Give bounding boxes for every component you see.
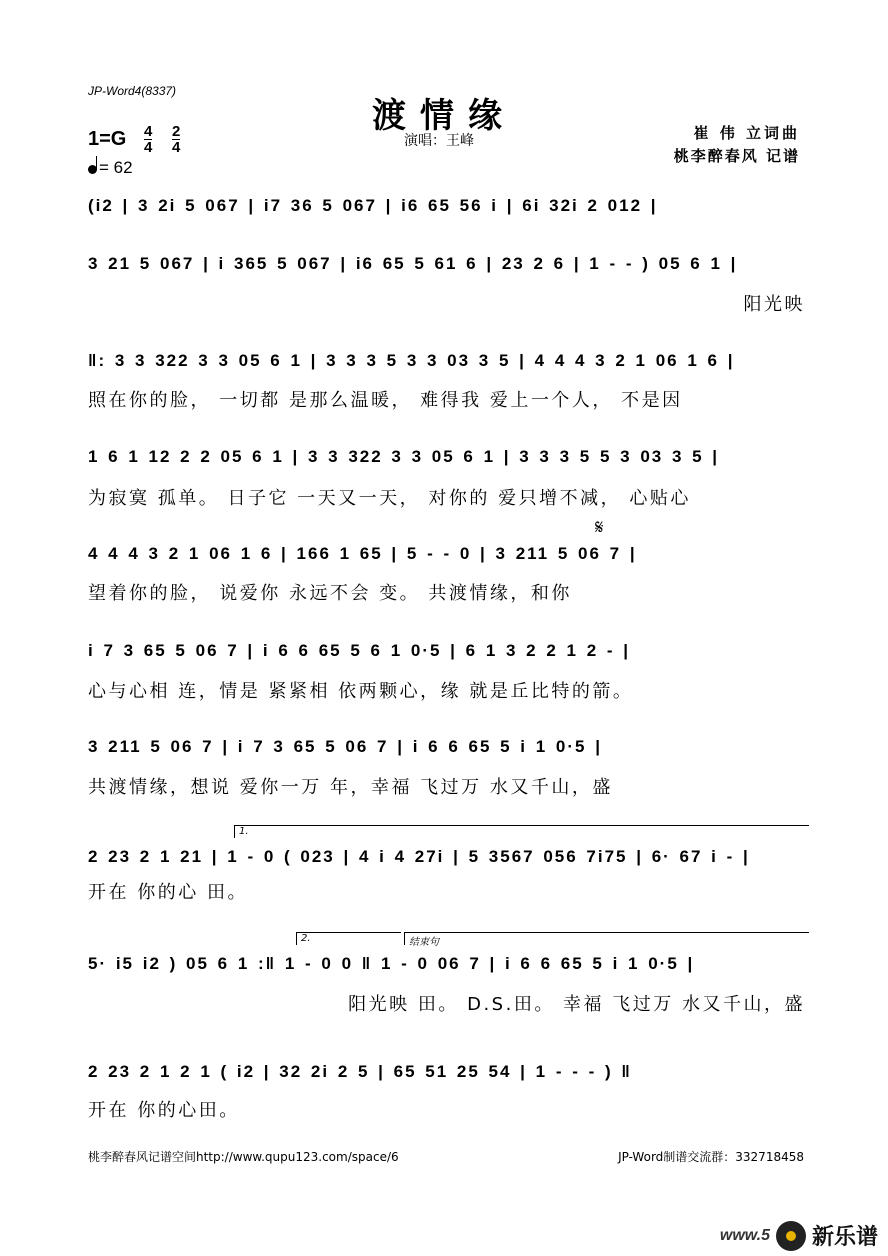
lyric-line-1: 阳光映 [743,294,805,315]
time-sig-top: 4 [144,123,153,140]
watermark-name: 新乐谱 [811,1225,878,1250]
notation-line-8: 2 23 2 1 21 | 1 - 0 ( 023 | 4 i 4 27i | 5 3567 056 7i75 | 6· 67 i - | [88,847,750,866]
composer-credit: 崔 伟 立词曲 [693,124,800,142]
site-watermark [720,1220,878,1251]
transcriber-credit: 桃李醉春风 记谱 [673,147,800,165]
notation-line-9: 5· i5 i2 ) 05 6 1 :‖ 1 - 0 0 ‖ 1 - 0 06 7 | i 6 6 65 5 i 1 0·5 | [88,954,695,973]
song-title: 渡情缘 [372,96,516,136]
notation-line-4: 1 6 1 12 2 2 05 6 1 | 3 3 322 3 3 05 6 1 | 3 3 3 5 5 3 03 3 5 | [88,447,720,466]
lyric-line-4: 望着你的脸， 说爱你 永远不会 变。 共渡情缘，和你 [88,583,572,604]
notation-line-7: 3 211 5 06 7 | i 7 3 65 5 06 7 | i 6 6 65 5 i 1 0·5 | [88,737,602,756]
notation-line-2: 3 21 5 067 | i 365 5 067 | i6 65 5 61 6 | 23 2 6 | 1 - - ) 05 6 1 | [88,254,738,273]
lyric-line-6: 共渡情缘，想说 爱你一万 年，幸福 飞过万 水又千山，盛 [88,777,613,798]
singer-label: 演唱：王峰 [404,133,474,149]
tempo-marking [88,158,133,178]
notation-line-6: i 7 3 65 5 06 7 | i 6 6 65 5 6 1 0·5 | 6 1 3 2 2 1 2 - | [88,641,631,660]
watermark-url: www.5 [719,1226,770,1244]
time-sig-bottom: 4 [172,139,181,156]
notation-line-3: ‖: 3 3 322 3 3 05 6 1 | 3 3 3 5 3 3 03 3 5 | 4 4 4 3 2 1 06 1 6 | [88,351,735,370]
volta-bracket-1: 1. [234,825,809,838]
ending-bracket: 结束句 [404,932,809,945]
quarter-note-icon [88,165,97,174]
volta-bracket-2: 2. [296,932,401,945]
lyric-line-5: 心与心相 连，情是 紧紧相 依两颗心，缘 就是丘比特的箭。 [88,681,634,702]
lyric-line-3: 为寂寞 孤单。 日子它 一天又一天， 对你的 爱只增不减， 心贴心 [88,488,691,509]
footer-group-number: JP-Word制谱交流群：332718458 [618,1150,804,1164]
time-signature-2-4 [172,124,180,155]
notation-line-10: 2 23 2 1 2 1 ( i2 | 32 2i 2 5 | 65 51 25 54 | 1 - - - ) ‖ [88,1062,632,1081]
notation-line-5: 4 4 4 3 2 1 06 1 6 | 166 1 65 | 5 - - 0 | 3 211 5 06 7 | [88,544,637,563]
lyric-line-2: 照在你的脸， 一切都 是那么温暖， 难得我 爱上一个人， 不是因 [88,390,683,411]
software-label: JP-Word4(8337) [88,84,177,98]
notation-line-1: (i2 | 3 2i 5 067 | i7 36 5 067 | i6 65 56 i | 6i 32i 2 012 | [88,196,658,215]
time-signature-4-4 [144,124,152,155]
segno-sign: 𝄋 [595,515,604,539]
time-sig-top: 2 [172,123,181,140]
footer-space-link: 桃李醉春风记谱空间http://www.qupu123.com/space/6 [88,1150,399,1164]
tempo-value: = 62 [99,158,133,177]
disc-logo-icon [776,1221,806,1251]
time-sig-bottom: 4 [144,139,153,156]
lyric-line-7: 开在 你的心 田。 [88,882,248,903]
lyric-line-9: 开在 你的心田。 [88,1100,240,1121]
key-signature: 1=G [88,128,127,150]
lyric-line-8: 阳光映 田。 D.S.田。 幸福 飞过万 水又千山，盛 [348,994,805,1015]
